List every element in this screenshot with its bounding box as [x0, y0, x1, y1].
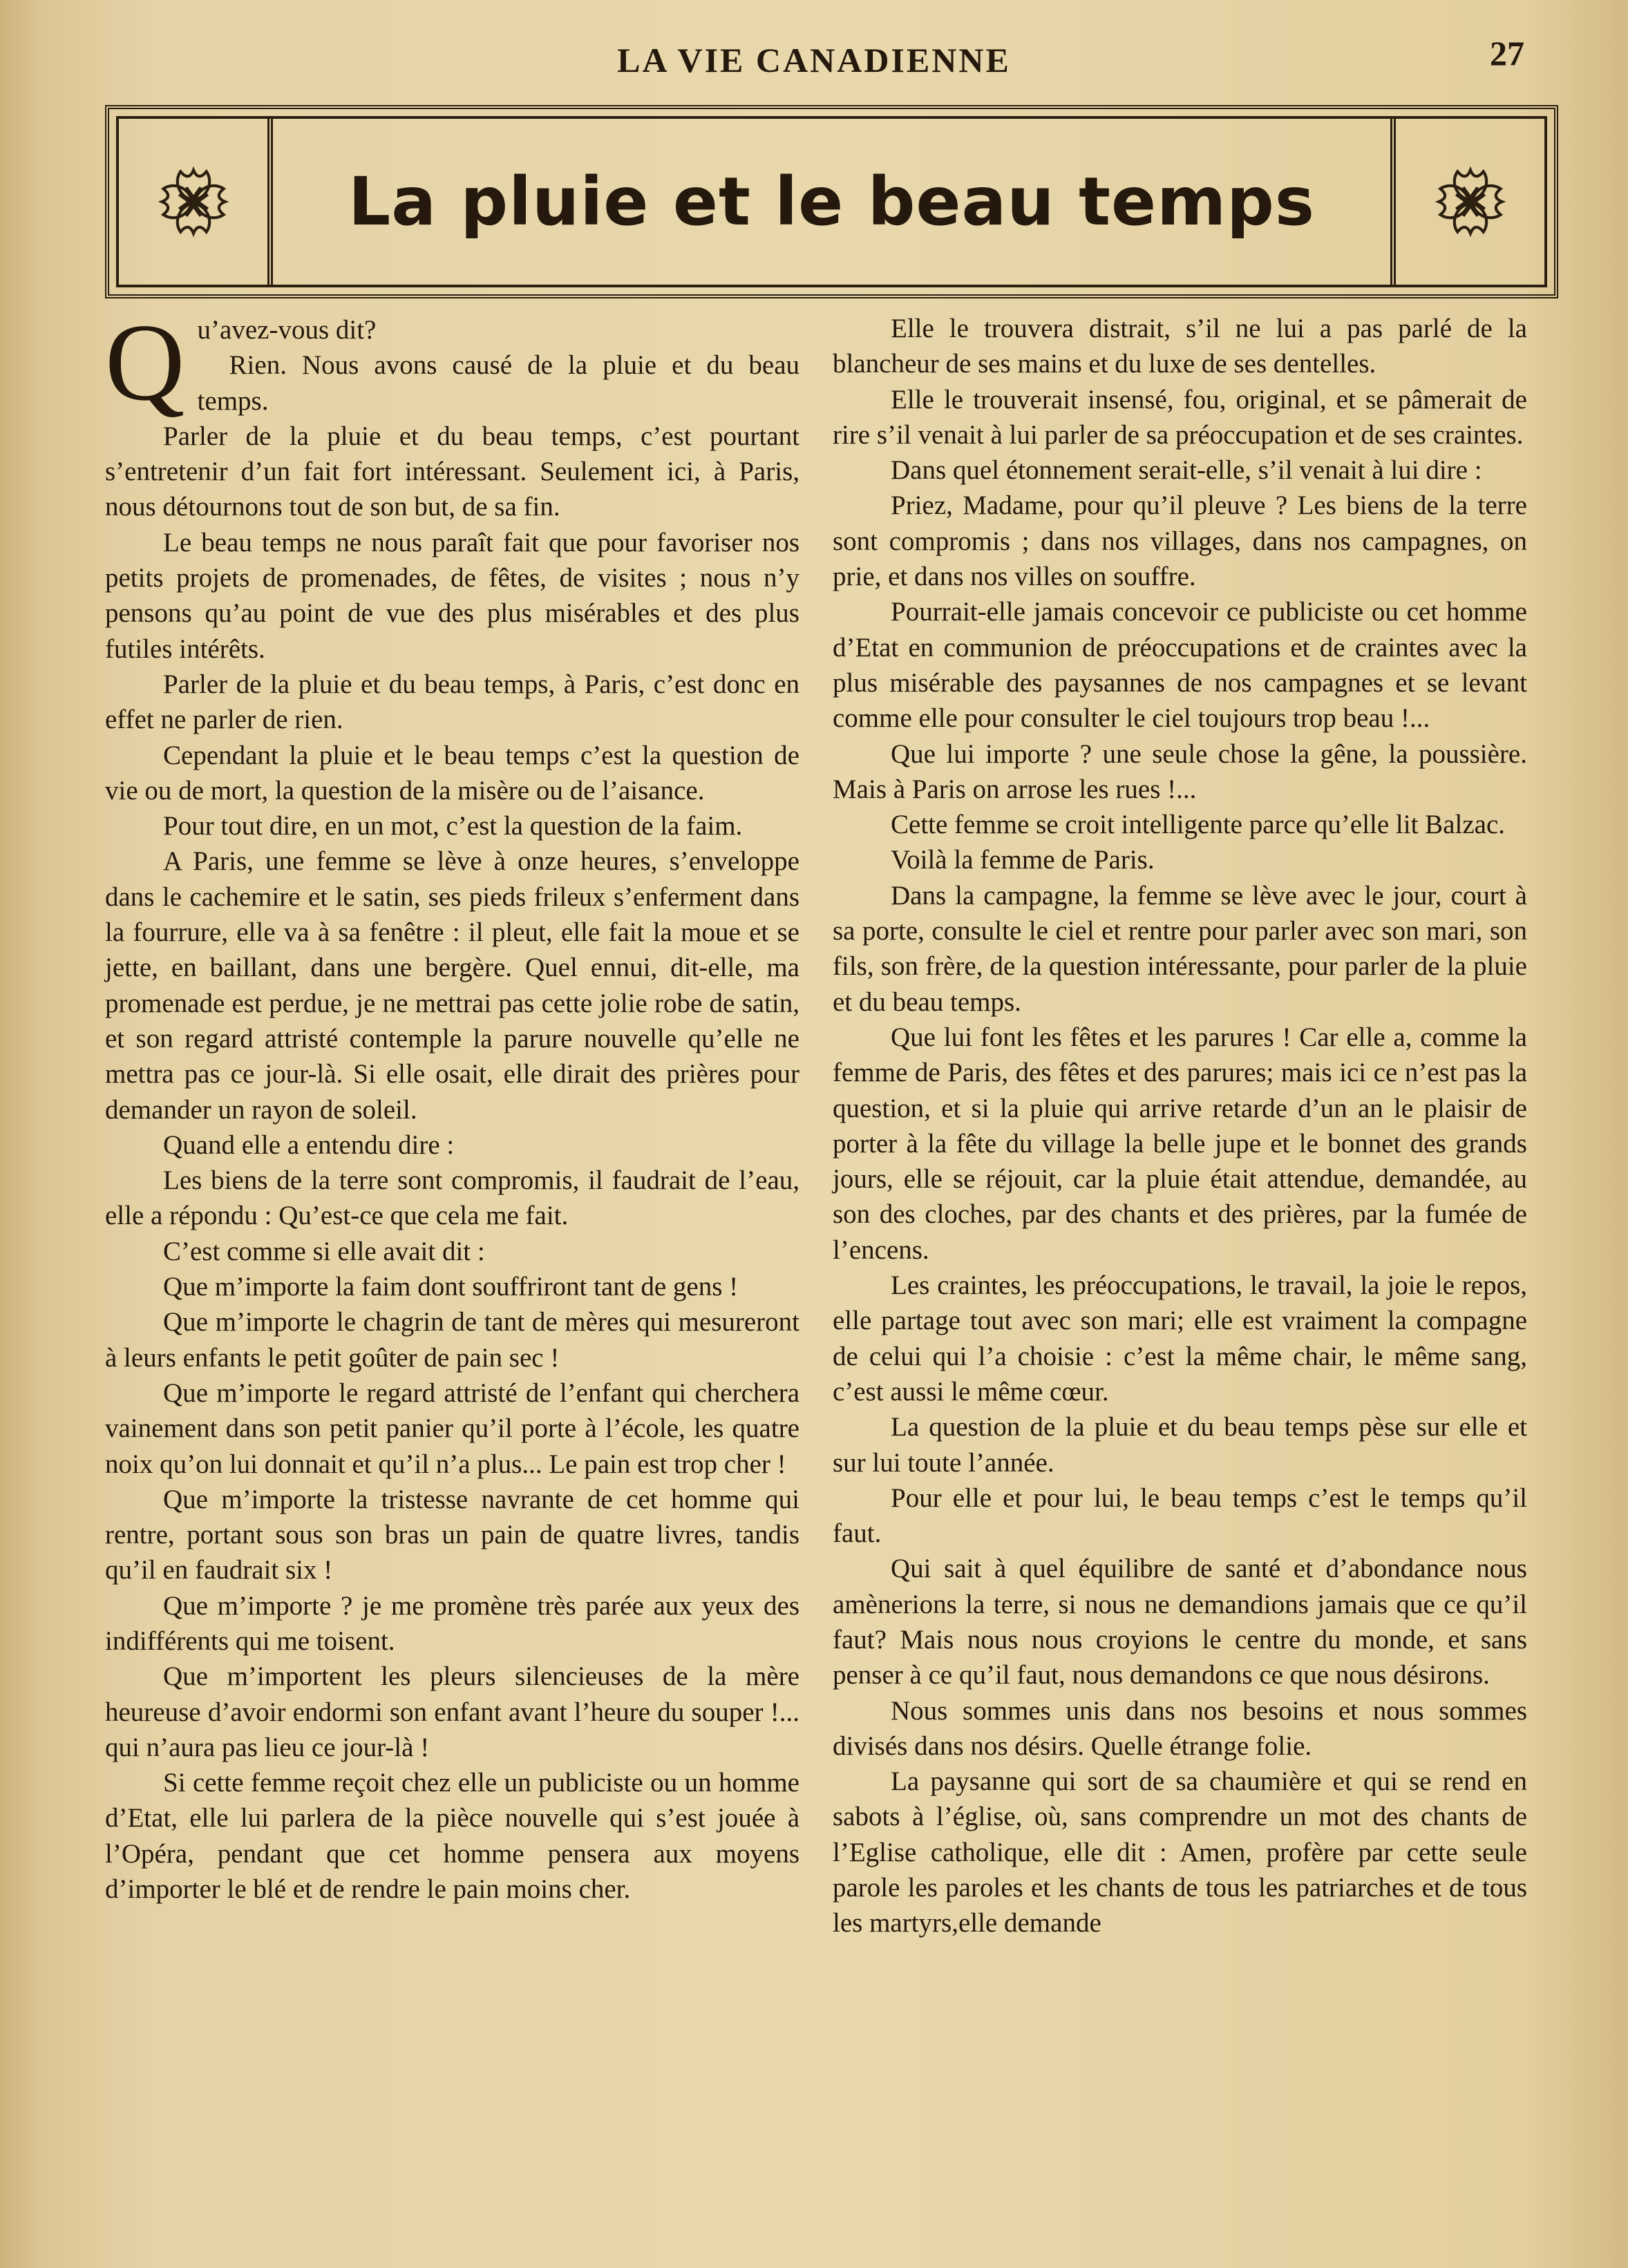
- paragraph: Pour tout dire, en un mot, c’est la question de la faim.: [163, 811, 743, 841]
- paragraph: Elle le trouvera distrait, s’il ne lui a pas parlé de la blancheur de ses mains et du luxe de ses dentelles.: [833, 314, 1527, 379]
- paragraph: Dans quel étonnement serait-elle, s’il venait à lui dire :: [891, 455, 1482, 486]
- paragraph: La paysanne qui sort de sa chaumière et qui se rend en sabots à l’église, où, sans comprendre un mot des chants de l’Eglise catholique, elle dit : Amen, profère par cette seule parole les paroles et les chants de tous les patriarches et de tous les martyrs,elle demande: [833, 1766, 1527, 1938]
- paragraph: Pour elle et pour lui, le beau temps c’est le temps qu’il faut.: [833, 1483, 1527, 1549]
- quatrefoil-ornament-icon: [158, 166, 229, 238]
- opening-paragraph: [105, 301, 799, 423]
- paragraph: Que m’importe le chagrin de tant de mères qui mesureront à leurs enfants le petit goûter de pain sec !: [105, 1307, 799, 1373]
- paragraph: Si cette femme reçoit chez elle un publiciste ou un homme d’Etat, elle lui parlera de la pièce nouvelle qui s’est jouée à l’Opéra, pendant que cet homme pensera aux moyens d’importer le blé et de rendre le pain moins cher.: [105, 1768, 799, 1905]
- paragraph: Pourrait-elle jamais concevoir ce publiciste ou cet homme d’Etat en communion de préoccupations et de craintes avec la plus misérable des paysannes de nos campagnes et se levant comme elle pour consulter le ciel toujours trop beau !...: [833, 597, 1527, 734]
- paragraph: Cependant la pluie et le beau temps c’est la question de vie ou de mort, la question de la misère ou de l’aisance.: [105, 740, 799, 806]
- paragraph: Qui sait à quel équilibre de santé et d’abondance nous amènerions la terre, si nous ne demandions jamais que ce qu’il faut? Mais nous nous croyions le centre du monde, et sans penser à ce qu’il faut, nous demandons ce que nous désirons.: [833, 1554, 1527, 1690]
- paragraph: Les craintes, les préoccupations, le travail, la joie le repos, elle partage tout avec son mari; elle est vraiment la compagne de celui qui l’a choisie : c’est la même chair, le même sang, c’est aussi le même cœur.: [833, 1270, 1527, 1407]
- paragraph: Priez, Madame, pour qu’il pleuve ? Les biens de la terre sont compromis ; dans nos villages, dans nos campagnes, on prie, et dans nos villes on souffre.: [833, 490, 1527, 592]
- paragraph: Parler de la pluie et du beau temps, c’est pourtant s’entretenir d’un fait fort intéressant. Seulement ici, à Paris, nous détournons tout de son but, de sa fin.: [105, 421, 799, 522]
- paragraph: Que m’importe le regard attristé de l’enfant qui cherchera vainement dans son petit panier qu’il porte à l’école, les quatre noix qu’on lui donnait et qu’il n’a plus... Le pain est trop cher !: [105, 1378, 799, 1479]
- running-title: LA VIE CANADIENNE: [617, 41, 1011, 79]
- paragraph: A Paris, une femme se lève à onze heures, s’enveloppe dans le cachemire et le satin, ses pieds frileux s’enferment dans la fourrure, elle va à sa fenêtre : il pleut, elle fait la moue et se jette, en baillant, dans une bergère. Quel ennui, dit-elle, ma promenade est perdue, je ne mettrai pas cette jolie robe de satin, et son regard attristé contemple la parure nouvelle qu’elle ne mettra pas ce jour-là. Si elle osait, elle dirait des prières pour demander un rayon de soleil.: [105, 846, 799, 1125]
- paragraph: Parler de la pluie et du beau temps, à Paris, c’est donc en effet ne parler de rien.: [105, 669, 799, 735]
- opening-line: u’avez-vous dit?: [197, 315, 377, 345]
- paragraph: Les biens de la terre sont compromis, il faudrait de l’eau, elle a répondu : Qu’est-ce que cela me fait.: [105, 1165, 799, 1231]
- paragraph: Quand elle a entendu dire :: [163, 1130, 455, 1160]
- paragraph: La question de la pluie et du beau temps pèse sur elle et sur lui toute l’année.: [833, 1412, 1527, 1478]
- paragraph: Que lui importe ? une seule chose la gêne, la poussière. Mais à Paris on arrose les rues !...: [833, 738, 1527, 804]
- title-box-inner: [116, 116, 1547, 287]
- paragraph: Que m’importe ? je me promène très parée aux yeux des indifférents qui me toisent.: [105, 1590, 799, 1656]
- paragraph: Cette femme se croit intelligente parce qu’elle lit Balzac.: [891, 810, 1506, 840]
- title-box: [105, 105, 1558, 298]
- drop-cap: Q: [105, 301, 185, 423]
- paragraph: Que m’importent les pleurs silencieuses de la mère heureuse d’avoir endormi son enfant avant l’heure du souper !... qui n’aura pas lieu ce jour-là !: [105, 1661, 799, 1762]
- right-column: [833, 311, 1527, 1941]
- paragraph: Que lui font les fêtes et les parures ! Car elle a, comme la femme de Paris, des fêtes et des parures; mais ici ce n’est pas la question, et si la pluie qui arrive retarde d’un an le plaisir de porter à la fête du village la belle jupe et le bonnet des grands jours, elle se réjouit, car la pluie était attendue, demandée, au son des cloches, par des chants et des prières, par la fumée de l’encens.: [833, 1022, 1527, 1265]
- paragraph: Dans la campagne, la femme se lève avec le jour, court à sa porte, consulte le ciel et rentre pour parler avec son mari, son fils, son frère, de la question intéressante, pour parler de la pluie et du beau temps.: [833, 880, 1527, 1017]
- paragraph: Que m’importe la faim dont souffriront tant de gens !: [163, 1272, 739, 1302]
- quatrefoil-ornament-icon: [1435, 166, 1506, 238]
- left-column: [105, 301, 799, 1907]
- paragraph: Rien. Nous avons causé de la pluie et du beau temps.: [197, 350, 799, 416]
- left-ornament-cell: [119, 119, 273, 285]
- page-number: 27: [1490, 34, 1524, 73]
- paragraph: C’est comme si elle avait dit :: [163, 1236, 485, 1266]
- paragraph: Elle le trouverait insensé, fou, original, et se pâmerait de rire s’il venait à lui parler de sa préoccupation et de ses craintes.: [833, 384, 1527, 450]
- right-ornament-cell: [1390, 119, 1544, 285]
- article-title: La pluie et le beau temps: [348, 163, 1315, 240]
- paragraph: Que m’importe la tristesse navrante de cet homme qui rentre, portant sous son bras un pain de quatre livres, tandis qu’il en faudrait six !: [105, 1484, 799, 1585]
- paragraph: Voilà la femme de Paris.: [891, 845, 1155, 875]
- paragraph: Nous sommes unis dans nos besoins et nous sommes divisés dans nos désirs. Quelle étrange folie.: [833, 1695, 1527, 1761]
- paragraph: Le beau temps ne nous paraît fait que pour favoriser nos petits projets de promenades, de fêtes, de visites ; nous n’y pensons qu’au point de vue des plus misérables et des plus futiles intérêts.: [105, 527, 799, 664]
